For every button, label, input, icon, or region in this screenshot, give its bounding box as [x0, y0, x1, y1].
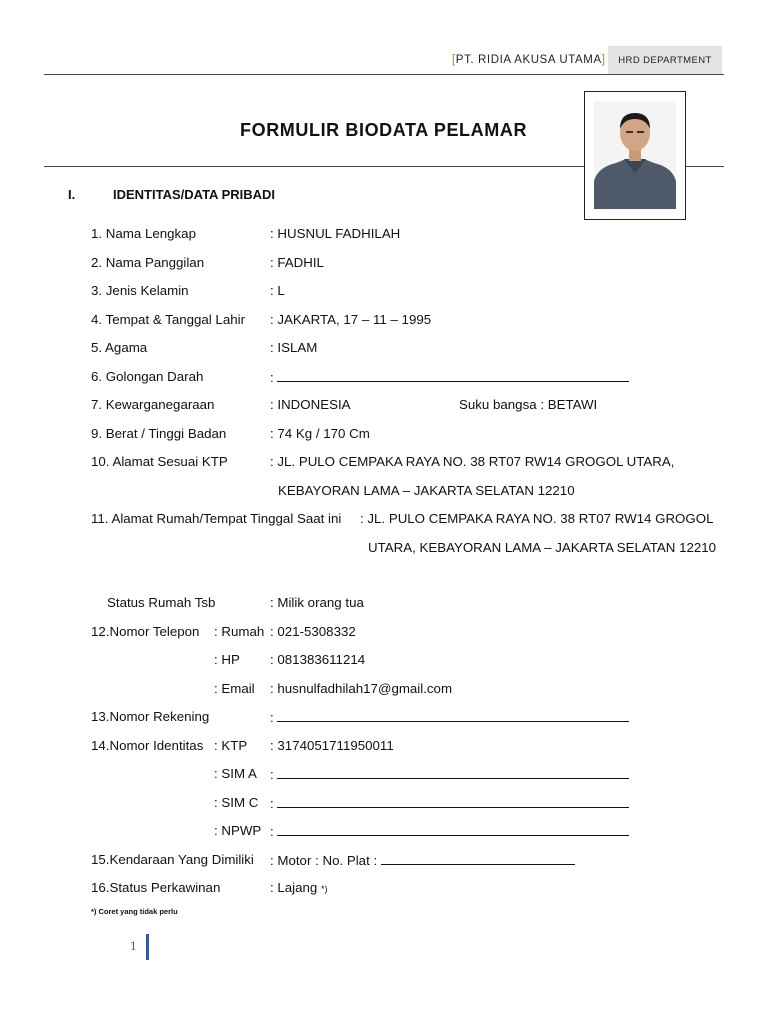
value-alamat-ktp-1: : JL. PULO CEMPAKA RAYA NO. 38 RT07 RW14 GROGOL UTARA, [270, 454, 675, 469]
value-agama: : ISLAM [270, 340, 318, 355]
colon: : [270, 710, 274, 725]
footnote-mark: *) [321, 884, 328, 894]
colon: : [270, 370, 274, 385]
department-label: HRD DEPARTMENT [618, 54, 712, 66]
label-nama-lengkap: 1. Nama Lengkap [91, 226, 196, 241]
label-perkawinan: 16.Status Perkawinan [91, 880, 221, 895]
blank-line [381, 852, 575, 865]
value-npwp [270, 823, 629, 839]
value-rekening [270, 709, 629, 725]
value-status-rumah: : Milik orang tua [270, 595, 364, 610]
value-sim-c [270, 795, 629, 811]
label-ttl: 4. Tempat & Tanggal Lahir [91, 312, 246, 327]
label-kendaraan: 15.Kendaraan Yang Dimiliki [91, 852, 254, 867]
sub-sim-c: : SIM C [214, 795, 259, 810]
suku-bangsa: Suku bangsa : BETAWI [459, 397, 598, 412]
label-status-rumah: Status Rumah Tsb [107, 595, 216, 610]
value-perkawinan [270, 880, 328, 895]
value-kendaraan [270, 852, 575, 868]
value-nama-panggilan: : FADHIL [270, 255, 324, 270]
value-alamat-rumah-1: : JL. PULO CEMPAKA RAYA NO. 38 RT07 RW14 GROGOL [360, 511, 714, 526]
value-berat-tinggi: : 74 Kg / 170 Cm [270, 426, 370, 441]
label-nama-panggilan: 2. Nama Panggilan [91, 255, 205, 270]
section-number: I. [68, 187, 76, 202]
sub-sim-a: : SIM A [214, 766, 257, 781]
blank-line [277, 766, 629, 779]
blank-line [277, 795, 629, 808]
sub-npwp: : NPWP [214, 823, 262, 838]
blank-line [277, 709, 629, 722]
value-email: : husnulfadhilah17@gmail.com [270, 681, 453, 696]
label-alamat-rumah: 11. Alamat Rumah/Tempat Tinggal Saat ini [91, 511, 342, 526]
value-alamat-ktp-2: KEBAYORAN LAMA – JAKARTA SELATAN 12210 [278, 483, 575, 498]
value-ktp: : 3174051711950011 [270, 738, 394, 753]
label-alamat-ktp: 10. Alamat Sesuai KTP [91, 454, 228, 469]
label-berat-tinggi: 9. Berat / Tinggi Badan [91, 426, 227, 441]
perkawinan-text: : Lajang [270, 880, 318, 895]
sub-ktp: : KTP [214, 738, 248, 753]
page-number: 1 [130, 938, 137, 953]
value-jenis-kelamin: : L [270, 283, 285, 298]
label-rekening: 13.Nomor Rekening [91, 709, 210, 724]
value-telepon-rumah: : 021-5308332 [270, 624, 356, 639]
bracket-open: [ [452, 54, 456, 66]
label-jenis-kelamin: 3. Jenis Kelamin [91, 283, 189, 298]
blank-line [277, 823, 629, 836]
label-identitas: 14.Nomor Identitas [91, 738, 204, 753]
colon: : [270, 796, 274, 811]
department-badge [608, 46, 722, 75]
value-hp: : 081383611214 [270, 652, 366, 667]
label-golongan-darah: 6. Golongan Darah [91, 369, 204, 384]
bracket-close: ] [601, 54, 606, 66]
header-divider [44, 74, 724, 75]
sub-email: : Email [214, 681, 255, 696]
applicant-photo [584, 91, 686, 220]
label-telepon: 12.Nomor Telepon [91, 624, 200, 639]
blank-line [277, 369, 629, 382]
applicant-photo-icon [594, 101, 676, 209]
value-nama-lengkap: : HUSNUL FADHILAH [270, 226, 401, 241]
footnote: *) Coret yang tidak perlu [91, 907, 178, 916]
company-label: PT. RIDIA AKUSA UTAMA [455, 54, 602, 66]
sub-rumah: : Rumah [214, 624, 265, 639]
label-kewarganegaraan: 7. Kewarganegaraan [91, 397, 215, 412]
value-golongan-darah [270, 369, 629, 385]
section-title: IDENTITAS/DATA PRIBADI [113, 187, 276, 202]
colon: : [270, 824, 274, 839]
label-agama: 5. Agama [91, 340, 148, 355]
value-sim-a [270, 766, 629, 782]
value-alamat-rumah-2: UTARA, KEBAYORAN LAMA – JAKARTA SELATAN 12210 [368, 540, 717, 555]
kendaraan-text: : Motor : No. Plat : [270, 853, 378, 868]
company-name [452, 54, 606, 66]
page-number-bar [146, 934, 149, 960]
colon: : [270, 767, 274, 782]
sub-hp: : HP [214, 652, 240, 667]
page-title: FORMULIR BIODATA PELAMAR [240, 120, 528, 140]
value-ttl: : JAKARTA, 17 – 11 – 1995 [270, 312, 432, 327]
value-kewarganegaraan: : INDONESIA [270, 397, 351, 412]
